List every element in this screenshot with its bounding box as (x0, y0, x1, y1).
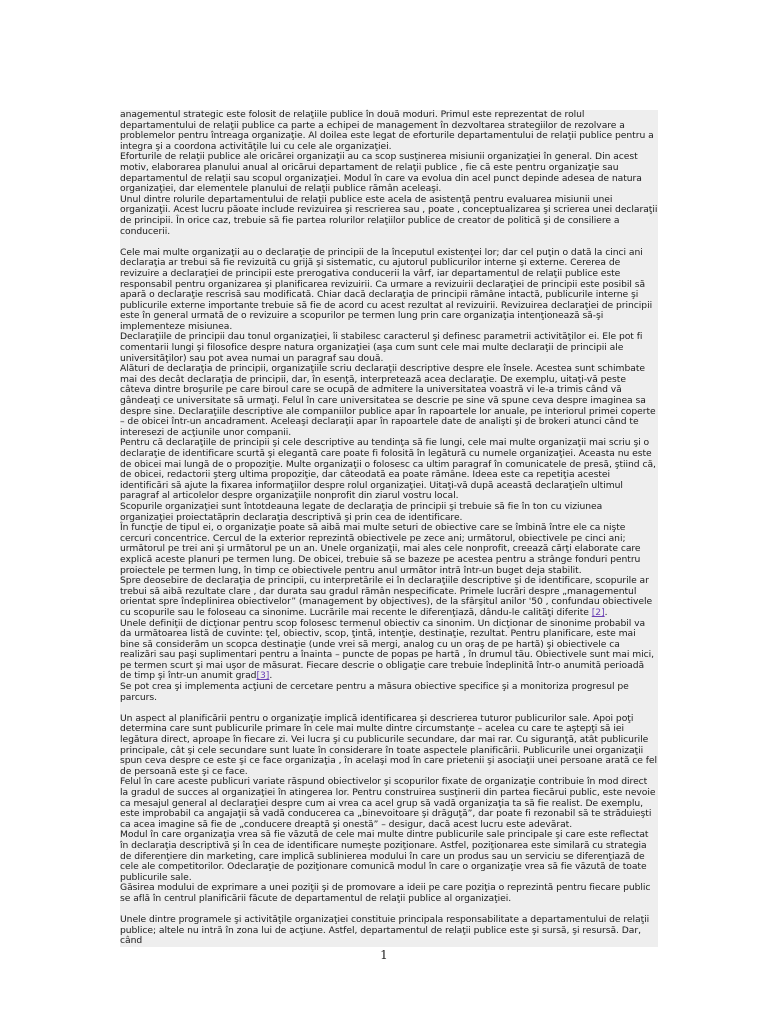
paragraph-13: Un aspect al planificării pentru o organizaţie implică identificarea şi descrierea tuturor publicurilor sale. Apoi poţi determina care sunt publicurile primare în cele mai multe dintre circumstanţe – acelea cu care te aştepţi să iei legătura direct, aproape în fiecare zi. Vei lucra şi cu publicurile secundare, dar mai rar. Cu siguranţă, atât publicurile principale, cât şi cele secundare sunt luate în considerare în toate aspectele planificării. Publicurile unei organizaţii spun ceva despre ce este şi ce face organizaţia , în acelaşi mod în care prietenii şi asociaţii unei persoane arată ce fel de persoană este şi ce face. (120, 712, 658, 777)
paragraph-15: Modul în care organizaţia vrea să fie văzută de cele mai multe dintre publicurile sale principale şi care este reflectat în declaraţia descriptivă şi în cea de identificare numeşte poziţionare. Astfel, poziţionarea este similară cu strategia de diferenţiere din marketing, care implică sublinierea modului în care un produs sau un serviciu se diferenţiază de cele ale competitorilor. Odeclaraţie de poziţionare comunică modul în care o organizaţie vrea să fie văzută de toate publicurile sale. (120, 829, 649, 883)
paragraph-5: Declaraţiile de principii dau tonul organizaţiei, îi stabilesc caracterul şi definesc parametrii activităţilor ei. Ele pot fi comentarii lungi şi filosofice despre natura organizaţiei (aşa cum sunt cele mai multe declaraţii de principii ale universităţilor) sau pot avea numai un paragraf sau două. (120, 331, 643, 364)
paragraph-10-text: Spre deosebire de declaraţia de principii, cu interpretările ei în declaraţiile descriptive şi de identificare, scopurile ar trebui să aibă rezultate clare , dar durata sau gradul rămân nespecificate. Primele lucrări despre „managementul orientat spre îndeplinirea obiectivelor” (management by objectives), de la sfârşitul anilor '50 , confundau obiectivele cu scopurile sau le foloseau ca sinonime. Lucrările mai recente le diferenţiază, dându-le calităţi diferite (120, 575, 653, 618)
paragraph-12: Se pot crea şi implementa acţiuni de cercetare pentru a măsura obiective specifice şi a monitoriza progresul pe parcurs. (120, 681, 629, 703)
footnote-link-2[interactable]: [2] (591, 606, 605, 618)
page-number: 1 (380, 948, 388, 962)
paragraph-6: Alături de declaraţia de principii, organizaţiile scriu declaraţii descriptive despre ele însele. Acestea sunt schimbate mai des decât declaraţia de principii, dar, în esenţă, interpretează acea declaraţie. De exemplu, uitaţi-vă peste câteva dintre broşurile pe care biroul care se ocupă de admitere la universitatea voastră vi le-a trimis când vă gândeaţi ce universitate să urmaţi. Felul în care universitatea se descrie pe sine vă spune ceva despre imaginea sa despre sine. Declaraţiile descriptive ale companiilor publice apar în rapoartele lor anuale, pe interiorul primei coperte – de obicei într-un ancadrament. Aceleaşi declaraţii apar în rapoartele date de analişti şi de brokeri atunci când te interesezi de acţiunile unor companii. (120, 363, 656, 438)
paragraph-7: Pentru că declaraţiile de principii şi cele descriptive au tendinţa să fie lungi, cele mai multe organizaţii mai scriu şi o declaraţie de identificare scurtă şi elegantă care poate fi folosită în legătură cu numele organizaţiei. Aceasta nu este de obicei mai lungă de o propoziţie. Multe organizaţii o folosesc ca ultim paragraf în comunicatele de presă, ştiind că, de obicei, redactorii şterg ultima propoziţie, dar câteodată ea poate rămâne. Ideea este ca repetiţia acestei identificări să ajute la fixarea informaţiilor despre rolul organizaţiei. Uitaţi-vă după această declaraţieîn ultimul paragraf al articolelor despre organizaţiile nonprofit din ziarul vostru local. (120, 437, 656, 502)
footnote-2-tail: . (604, 606, 608, 618)
document-body (120, 110, 658, 947)
paragraph-1: anagementul strategic este folosit de relaţiile publice în două moduri. Primul este reprezentat de rolul departamentului de relaţii publice ca parte a echipei de management în dezvoltarea strategiilor de rezolvare a problemelor pentru întreaga organizaţie. Al doilea este legat de eforturile departamentului de relaţii publice pentru a integra şi a coordona activităţile lui cu cele ale organizaţiei. (120, 109, 654, 152)
footnote-3-tail: . (269, 670, 273, 682)
paragraph-16: Găsirea modului de exprimare a unei poziţii şi de promovare a ideii pe care poziţia o reprezintă pentru fiecare public se află în centrul planificării făcute de departamentul de relaţii publice al organizaţiei. (120, 882, 651, 904)
paragraph-8: Scopurile organizaţiei sunt întotdeauna legate de declaraţia de principii şi trebuie să fie în ton cu viziunea organizaţiei proiectatăprin declaraţia descriptivă şi prin cea de identificare. (120, 500, 603, 523)
footnote-link-3[interactable]: [3] (256, 670, 270, 682)
paragraph-11-text: Unele definiţii de dicţionar pentru scop folosesc termenul obiectiv ca sinonim. Un dicţionar de sinonime probabil va da următoarea listă de cuvinte: ţel, obiectiv, scop, ţintă, intenţie, destinaţie, rezultat. Pentru planificare, este mai bine să considerăm un scopca destinaţie (unde vrei să mergi, analog cu un oraş de pe hartă) şi obiectivele ca realizări sau paşi suplimentari pentru a înainta – puncte de popas pe hartă , în drumul tău. Obiectivele sunt mai mici, pe termen scurt şi mai uşor de măsurat. Fiecare descrie o obligaţie care trebuie îndeplinită într-o anumită perioadă de timp şi într-un anumit grad (120, 617, 655, 682)
paragraph-3: Unul dintre rolurile departamentului de relaţii publice este acela de asistenţă pentru evaluarea misiunii unei organizaţii. Acest lucru păoate include revizuirea şi rescrierea sau , poate , conceptualizarea şi scrierea unei declaraţii de principii. În orice caz, trebuie să fie partea rolurilor relaţiilor publice de creator de politică şi de consiliere a conducerii. (120, 193, 658, 237)
paragraph-9: În funcţie de tipul ei, o organizaţie poate să aibă mai multe seturi de obiective care se îmbină între ele ca nişte cercuri concentrice. Cercul de la exterior reprezintă obiectivele pe zece ani; următorul, obiectivele pe cinci ani; următorul pe trei ani şi următorul pe un an. Unele organizaţii, mai ales cele nonprofit, creează cărţi elaborate care explică aceste planuri pe termen lung. De obicei, trebuie să se bazeze pe acestea pentru a strânge fonduri pentru proiectele pe termen lung, în timp ce obiectivele pentru anul următor intră într-un buget deja stabilit. (120, 522, 641, 576)
paragraph-14: Felul în care aceste publicuri variate răspund obiectivelor şi scopurilor fixate de organizaţie contribuie în mod direct la gradul de succes al organizaţiei în atingerea lor. Pentru construirea susţinerii din partea fiecărui public, este nevoie ca mesajul general al declaraţiei despre cum ai vrea ca acel grup să vadă organizaţia ta să fie realist. De exemplu, este improbabil ca angajaţii să vadă conducerea ca „binevoitoare şi drăguţă”, dar poate fi rezonabil să te străduieşti ca acea imagine să fie de „conducere dreaptă şi onestă” – desigur, dacă acest lucru este adevărat. (120, 776, 656, 830)
paragraph-11 (120, 619, 658, 683)
paragraph-10 (120, 576, 658, 618)
paragraph-2: Eforturile de relaţii publice ale oricărei organizaţii au ca scop susţinerea misiunii organizaţiei în general. Din acest motiv, elaborarea planului anual al oricărui departament de relaţii publice , fie că este pentru organizaţie sau departamentul de relaţii sau scopul organizaţiei. Modul în care va evolua din acel punct depinde adesea de natura organizaţiei, dar elementele planului de relaţii publice rămân aceleaşi. (120, 151, 642, 195)
paragraph-4: Cele mai multe organizaţii au o declaraţie de principii de la începutul existenţei lor; dar cel puţin o dată la cinci ani declaraţia ar trebui să fie revizuită cu grijă şi sistematic, cu ajutorul publicurilor interne şi externe. Cererea de revizuire a declaraţiei de principii este prerogativa conducerii la vârf, iar departamentul de relaţii publice este responsabil pentru organizarea şi planificarea revizuirii. Ca urmare a revizuirii declaraţiei de principii este posibil să apară o declaraţie rescrisă sau modificată. Chiar dacă declaraţia de principii rămâne intactă, publicurile interne şi publicurile externe importante trebuie să fie de acord cu acest rezultat al revizuirii. Revizuirea declaraţiei de principii este în general urmată de o revizuire a scopurilor pe termen lung prin care organizaţia intenţionează să-şi implementeze misiunea. (120, 246, 653, 332)
paragraph-17: Unele dintre programele şi activităţile organizaţiei constituie principala responsabilitate a departamentului de relaţii publice; altele nu intră în zona lui de acţiune. Astfel, departamentul de relaţii publice este şi sursă, şi resursă. Dar, când (120, 914, 650, 947)
